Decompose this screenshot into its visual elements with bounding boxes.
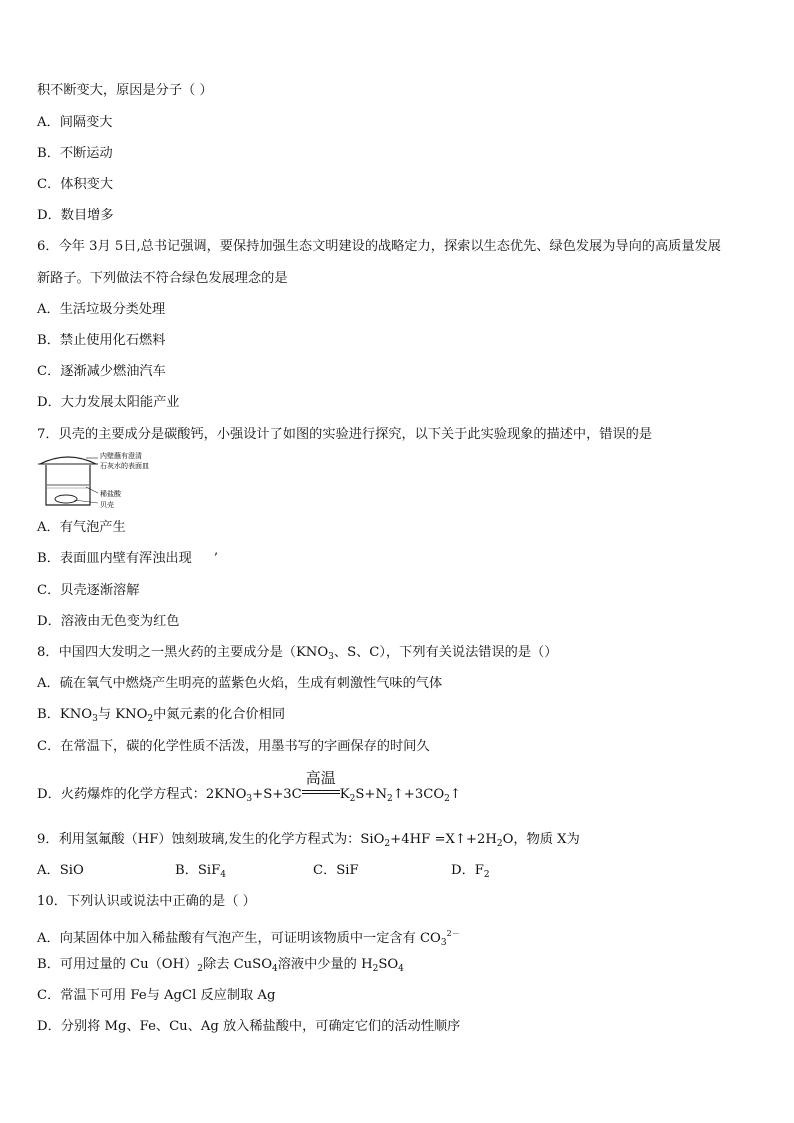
q6-stem-line2: 新路子。下列做法不符合绿色发展理念的是: [37, 271, 288, 286]
diagram-label-dish-line2: 石灰水的表面皿: [100, 462, 149, 470]
q8-option-b: B．$KNO_3$与 $KNO_2$中氮元素的化合价相同: [37, 707, 286, 724]
q9-option-b: B．SiF$_4$: [175, 863, 227, 880]
q6-option-c: C．逐渐减少燃油汽车: [37, 364, 166, 379]
q10-option-c: C．常温下可用 Fe与 AgCl 反应制取 Ag: [37, 988, 276, 1003]
q7-option-c: C．贝壳逐渐溶解: [37, 583, 140, 598]
diagram-label-dish-line1: 内壁蘸有澄清: [100, 452, 142, 460]
q5-stem: 积不断变大，原因是分子（ ）: [37, 83, 213, 98]
q6-stem-line1: 6．今年 3月 5日,总书记强调，要保持加强生态文明建设的战略定力，探索以生态优先、绿色发展为导向的高质量发展: [37, 239, 721, 254]
beaker-illustration: [36, 452, 166, 512]
q9-options: [37, 862, 764, 884]
reaction-condition: 高温: [305, 769, 336, 787]
q9-option-a: A．SiO: [37, 863, 84, 878]
q10-option-b: B．可用过量的 $Cu(OH)_2$除去 CuSO$_4$溶液中少量的 $H_2SO_4$: [37, 957, 404, 974]
q5-option-b: B．不断运动: [37, 146, 113, 161]
q5-option-a: A．间隔变大: [37, 115, 113, 130]
stray-mark: ’: [213, 551, 218, 566]
q9-option-c: C．SiF: [313, 863, 359, 878]
q6-option-d: D．大力发展太阳能产业: [37, 395, 180, 410]
q7-option-d: D．溶液由无色变为红色: [37, 614, 180, 629]
q5-option-d: D．数目增多: [37, 208, 114, 223]
q7-option-b-row: [37, 550, 764, 568]
experiment-diagram: [36, 452, 166, 512]
q8-option-a: A．硫在氧气中燃烧产生明亮的蓝紫色火焰，生成有刺激性气味的气体: [37, 676, 443, 691]
q9-option-d: D．$F_2$: [451, 863, 490, 880]
q8-option-c: C．在常温下，碳的化学性质不活泼，用墨书写的字画保存的时间久: [37, 739, 430, 754]
q10-option-d: D．分别将 Mg、Fe、Cu、Ag 放入稀盐酸中，可确定它们的活动性顺序: [37, 1019, 461, 1034]
diagram-label-acid: 稀盐酸: [100, 490, 121, 498]
reaction-condition-arrow: [302, 770, 340, 804]
q6-option-b: B．禁止使用化石燃料: [37, 333, 166, 348]
q10-option-a: A．向某固体中加入稀盐酸有气泡产生，可证明该物质中一定含有 $CO_3^{2-}$: [37, 929, 460, 948]
q7-option-b: B．表面皿内壁有浑浊出现: [37, 551, 192, 566]
q7-option-a: A．有气泡产生: [37, 520, 126, 535]
diagram-label-shell: 贝壳: [100, 501, 114, 509]
q9-stem: 9．利用氢氟酸（HF）蚀刻玻璃,发生的化学方程式为：$SiO_2+4HF =X↑+2H_2O$，物质 X为: [37, 832, 580, 849]
q8-option-d: D．火药爆炸的化学方程式：$2KNO_3+S+3C$ 高温 $K_2S+N_2↑+3CO_2↑$: [37, 769, 461, 804]
q5-option-c: C．体积变大: [37, 177, 114, 192]
q6-option-a: A．生活垃圾分类处理: [37, 302, 166, 317]
q10-stem: 10．下列认识或说法中正确的是（ ）: [37, 894, 256, 909]
q7-stem: 7．贝壳的主要成分是碳酸钙，小强设计了如图的实验进行探究，以下关于此实验现象的描述中，错误的是: [37, 427, 653, 442]
q8-stem: 8．中国四大发明之一黑火药的主要成分是（$KNO_3$、S、C），下列有关说法错误的是（）: [37, 645, 558, 662]
